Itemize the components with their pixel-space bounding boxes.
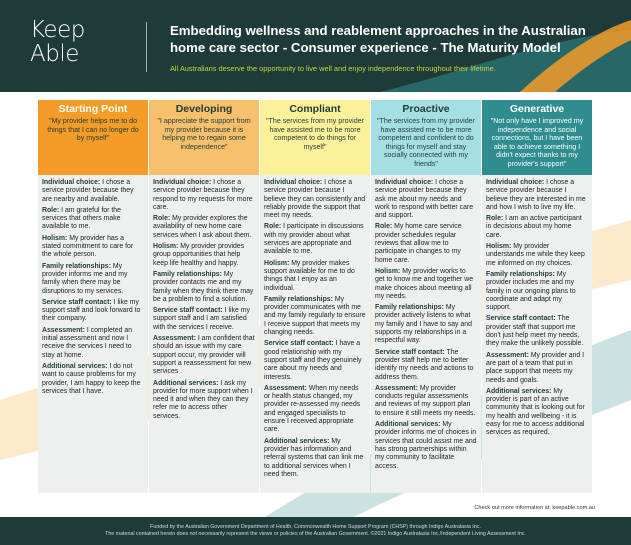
criterion-text: My provider informs me and my family when there may be disruptions to my services. bbox=[42, 262, 128, 295]
criterion-item bbox=[42, 299, 144, 324]
tagline: All Australians deserve the opportunity to live well and enjoy independence throughout their lifetime. bbox=[170, 64, 496, 73]
criterion-text: My provider works to get to know me and together we make choices about meeting all my needs. bbox=[375, 267, 474, 300]
criterion-item bbox=[42, 235, 144, 260]
funding-line: Funded by the Australian Government Department of Health, Commonwealth Home Support Program (CHSP) through Indigo Australasia Inc. bbox=[150, 524, 481, 530]
criterion-item bbox=[375, 421, 477, 471]
criterion-label: Additional services: bbox=[486, 387, 552, 395]
criterion-label: Role: bbox=[42, 206, 60, 214]
criterion-text: My provider has a stated commitment to care for the whole person. bbox=[42, 234, 134, 259]
criterion-label: Assessment: bbox=[264, 384, 307, 392]
criterion-label: Service staff contact: bbox=[375, 348, 445, 356]
column-header bbox=[38, 100, 148, 175]
column-developing bbox=[149, 100, 259, 493]
criterion-item bbox=[264, 223, 366, 256]
criterion-item bbox=[375, 304, 477, 345]
disclaimer-line: The material contained herein does not necessarily represent the views or policies of the Australian Government. ©2021 Indigo Australasia Inc./Independent Living Assessment Inc. bbox=[105, 531, 526, 537]
criterion-item bbox=[264, 340, 366, 381]
column-body bbox=[371, 175, 481, 493]
column-title: Developing bbox=[175, 103, 233, 115]
criterion-label: Family relationships: bbox=[42, 262, 111, 270]
footer-url: Check out more information at: keepable.com.au bbox=[474, 505, 595, 511]
criterion-label: Individual choice: bbox=[375, 179, 434, 186]
criterion-text: My provider communicates with me and my family regularly to ensure I receive support that meets my changing needs. bbox=[264, 295, 366, 337]
criterion-text: I ask my provider for more support when I need it and when they can they refer me to access other services. bbox=[153, 379, 253, 420]
criterion-text: My provider provides group opportunities that help keep life healthy and happy. bbox=[153, 243, 245, 267]
criterion-item bbox=[486, 179, 588, 212]
column-header bbox=[260, 100, 370, 175]
criterion-label: Service staff contact: bbox=[264, 340, 334, 348]
logo-line-2: Able bbox=[30, 41, 79, 67]
criterion-label: Family relationships: bbox=[153, 270, 222, 278]
criterion-label: Additional services: bbox=[42, 362, 108, 370]
criterion-text: My provider makes support available for me to do things that I enjoy as an individual. bbox=[264, 259, 355, 292]
criterion-item bbox=[375, 385, 477, 418]
column-title: Generative bbox=[509, 103, 565, 115]
criterion-item bbox=[264, 385, 366, 435]
column-body bbox=[482, 175, 592, 493]
criterion-text: My home care service provider schedules regular reviews that allow me to participate in changes to my home care. bbox=[375, 223, 462, 264]
criterion-label: Additional services: bbox=[375, 421, 441, 429]
column-title: Starting Point bbox=[58, 103, 128, 115]
criterion-text: My provider is part of an active community that is looking out for my health and wellbeing - it is easy for me to access additional services as required. bbox=[486, 387, 585, 437]
criterion-label: Family relationships: bbox=[486, 270, 555, 278]
criterion-text: My provider contacts me and my family when they think there may be a problem to find a solution. bbox=[153, 270, 254, 303]
criterion-label: Role: bbox=[375, 223, 393, 231]
criterion-text: My provider conducts regular assessments and reviews of my support plan to ensure it still meets my needs. bbox=[375, 384, 476, 417]
criterion-label: Assessment: bbox=[42, 326, 85, 334]
column-compliant bbox=[260, 100, 370, 493]
criterion-item bbox=[486, 243, 588, 268]
column-header bbox=[149, 100, 259, 175]
criterion-text: I am grateful for the services that others make available to me. bbox=[42, 206, 121, 231]
criterion-item bbox=[153, 307, 255, 332]
column-title: Compliant bbox=[289, 103, 341, 115]
criterion-item bbox=[153, 179, 255, 212]
criterion-label: Assessment: bbox=[486, 351, 529, 359]
criterion-item bbox=[42, 363, 144, 396]
criterion-label: Holism: bbox=[42, 234, 68, 242]
criterion-text: The provider staff that support me don't just help meet my needs, they make the unlikely possible. bbox=[486, 315, 584, 348]
column-quote: "Not only have I improved my independence and social connections, but I have been able to achieve something I didn't expect thanks to my provider's support" bbox=[490, 117, 584, 168]
logo-line-1: Keep bbox=[30, 17, 85, 43]
criterion-item bbox=[264, 179, 366, 220]
footer-text bbox=[0, 524, 631, 538]
criterion-text: I completed an initial assessment and now I receive the services I need to stay at home. bbox=[42, 326, 133, 359]
column-proactive bbox=[371, 100, 481, 493]
criterion-label: Assessment: bbox=[153, 335, 196, 343]
column-quote: "I appreciate the support from my provider because it is helping me to regain some independence" bbox=[157, 117, 251, 151]
column-generative bbox=[482, 100, 592, 493]
criterion-item bbox=[375, 268, 477, 301]
criterion-item bbox=[153, 335, 255, 376]
criterion-item bbox=[42, 263, 144, 296]
criterion-text: I have a good relationship with my support staff and they genuinely care about my needs and interests. bbox=[264, 340, 362, 381]
column-body bbox=[38, 175, 148, 493]
column-quote: "The services from my provider have assisted me to be more competent to do things for myself" bbox=[266, 117, 364, 151]
criterion-label: Holism: bbox=[264, 259, 290, 267]
criterion-label: Service staff contact: bbox=[486, 315, 556, 323]
criterion-text: I chose a service provider because they ask me about my needs and work to respond with better care and support. bbox=[375, 179, 474, 220]
criterion-label: Role: bbox=[153, 215, 171, 223]
criterion-item bbox=[153, 380, 255, 421]
criterion-label: Individual choice: bbox=[264, 179, 323, 186]
criterion-item bbox=[153, 243, 255, 268]
criterion-label: Individual choice: bbox=[486, 179, 545, 186]
criterion-text: I like my support staff and look forward to their company. bbox=[42, 298, 141, 323]
criterion-label: Family relationships: bbox=[375, 304, 444, 312]
criterion-item bbox=[264, 296, 366, 337]
column-quote: "The services from my provider have assisted me to be more competent and confident to do things for myself and stay socially connected with my friends" bbox=[377, 117, 475, 168]
criterion-text: My provider has information and referral systems that can link me to additional services when I need them. bbox=[264, 437, 364, 478]
criterion-text: I like my support staff and I am satisfied with the services I receive. bbox=[153, 307, 250, 331]
criterion-text: I chose a service provider because I believe they can consistently and reliably provide the support that meet my needs. bbox=[264, 179, 366, 220]
criterion-label: Holism: bbox=[375, 267, 401, 275]
criterion-text: I am confident that should an issue with my care support occur, my provider will support a reassessment for new services . bbox=[153, 335, 255, 376]
criterion-text: My provider understands me while they keep me informed on my choices. bbox=[486, 243, 585, 267]
criterion-label: Individual choice: bbox=[153, 179, 212, 186]
criterion-item bbox=[42, 327, 144, 360]
criterion-text: My provider actively listens to what my family and I have to say and supports my relationships in a respectful way. bbox=[375, 304, 472, 345]
maturity-model-columns bbox=[38, 100, 592, 493]
criterion-label: Service staff contact: bbox=[42, 298, 112, 306]
criterion-label: Assessment: bbox=[375, 384, 418, 392]
criterion-label: Service staff contact: bbox=[153, 307, 223, 315]
criterion-text: I chose a service provider because they respond to my requests for more care. bbox=[153, 179, 253, 211]
criterion-text: I am an active participant in decisions about my home care. bbox=[486, 215, 582, 239]
criterion-item bbox=[153, 271, 255, 304]
criterion-text: My provider includes me and my family in our ongoing plans to coordinate and adapt my support. bbox=[486, 270, 576, 312]
criterion-text: My provider informs me of choices in services that could assist me and has strong partnerships within my community to facilitate access. bbox=[375, 421, 477, 470]
criterion-item bbox=[42, 207, 144, 232]
criterion-item bbox=[264, 438, 366, 479]
criterion-item bbox=[375, 349, 477, 382]
criterion-label: Role: bbox=[486, 215, 504, 223]
criterion-item bbox=[486, 315, 588, 348]
criterion-text: My provider explores the availability of new home care services when I ask about them. bbox=[153, 215, 252, 239]
criterion-text: I participate in discussions with my provider about what services are appropriate and available to me. bbox=[264, 223, 364, 256]
criterion-label: Individual choice: bbox=[42, 179, 101, 186]
criterion-label: Additional services: bbox=[264, 437, 330, 445]
column-title: Proactive bbox=[402, 103, 450, 115]
column-header bbox=[482, 100, 592, 175]
column-starting-point bbox=[38, 100, 148, 493]
criterion-label: Holism: bbox=[486, 243, 512, 251]
criterion-label: Family relationships: bbox=[264, 295, 333, 303]
criterion-text: I chose a service provider because I believe they are interested in me and how I wish to live my life. bbox=[486, 179, 586, 211]
criterion-item bbox=[375, 179, 477, 220]
criterion-item bbox=[486, 352, 588, 385]
column-quote: "My provider helps me to do things that I can no longer do by myself" bbox=[47, 117, 139, 143]
criterion-text: I do not want to cause problems for my provider, I am happy to keep the services that I have. bbox=[42, 362, 141, 395]
criterion-item bbox=[486, 388, 588, 438]
criterion-item bbox=[153, 215, 255, 240]
criterion-item bbox=[264, 260, 366, 293]
criterion-label: Additional services: bbox=[153, 379, 219, 387]
criterion-item bbox=[375, 223, 477, 264]
criterion-item bbox=[486, 215, 588, 240]
column-body bbox=[260, 175, 370, 493]
criterion-text: The provider staff help me to better identify my needs and actions to address them. bbox=[375, 348, 474, 381]
criterion-item bbox=[486, 271, 588, 312]
column-header bbox=[371, 100, 481, 175]
criterion-text: When my needs or health status changed, my provider re-assessed my needs and engaged specialists to ensure I received appropriate care. bbox=[264, 384, 361, 434]
criterion-text: I chose a service provider because they are nearby and available. bbox=[42, 179, 134, 203]
criterion-label: Role: bbox=[264, 223, 282, 231]
criterion-label: Holism: bbox=[153, 243, 179, 251]
title-line-1: Embedding wellness and reablement approaches in the Australian bbox=[170, 23, 586, 38]
title-line-2: home care sector - Consumer experience - The Maturity Model bbox=[170, 40, 561, 55]
criterion-text: My provider and I are part of a team that put in place support that meets my needs and goals. bbox=[486, 351, 585, 384]
column-body bbox=[149, 175, 259, 493]
criterion-item bbox=[42, 179, 144, 204]
